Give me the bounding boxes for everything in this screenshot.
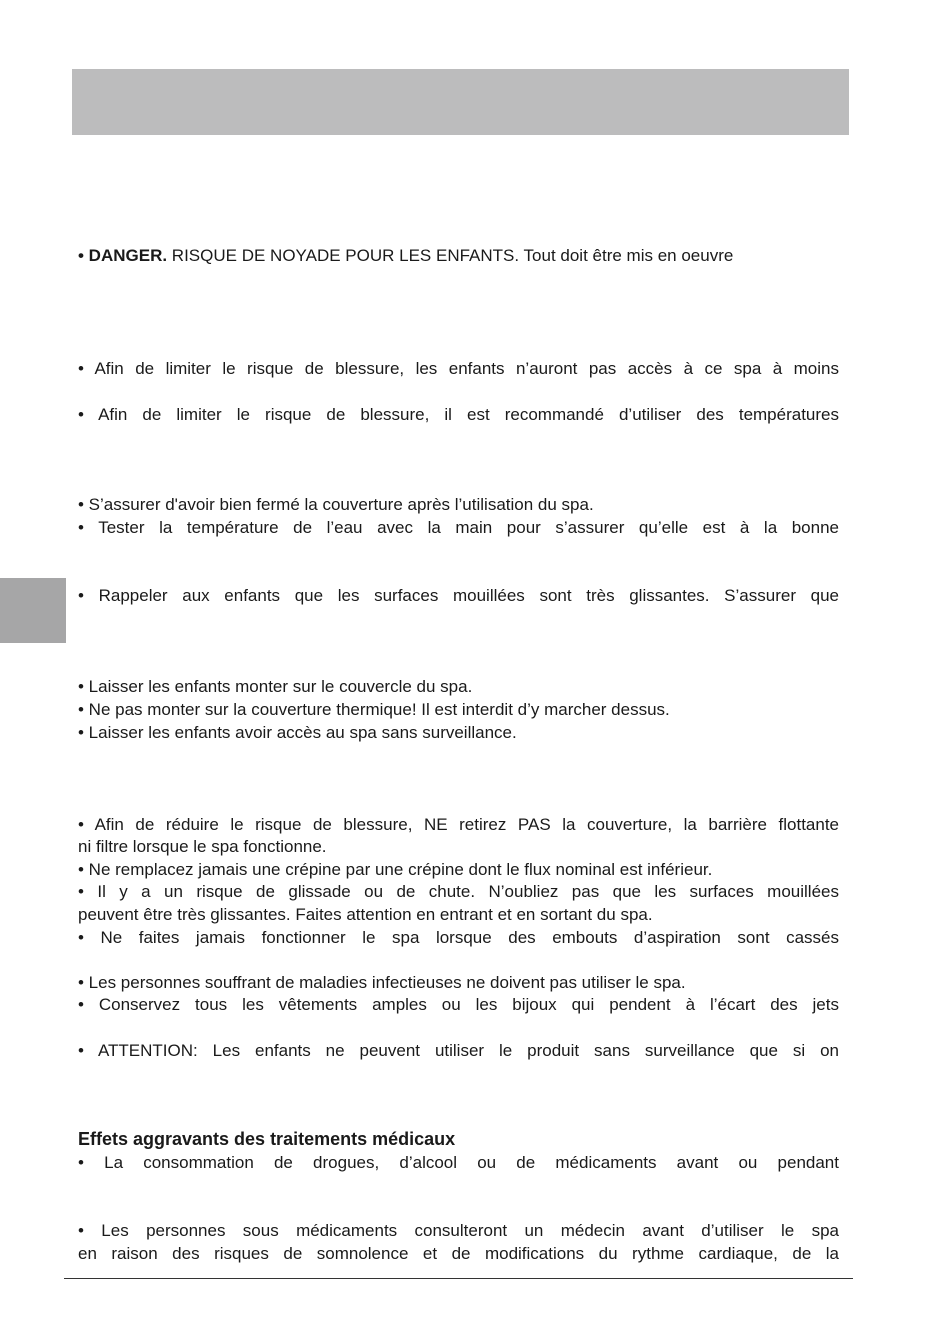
text-line: ni filtre lorsque le spa fonctionne. bbox=[78, 837, 327, 856]
text-line: • La consommation de drogues, d’alcool ou de médicaments avant ou pendant bbox=[78, 1153, 839, 1172]
text-line: • Ne pas monter sur la couverture thermique! Il est interdit d’y marcher dessus. bbox=[78, 700, 670, 719]
text-line: • Ne faites jamais fonctionner le spa lorsque des embouts d’aspiration sont cassés bbox=[78, 928, 839, 947]
text-line: • Afin de réduire le risque de blessure, NE retirez PAS la couverture, la barrière flottante bbox=[78, 815, 839, 834]
text-line: • Les personnes souffrant de maladies infectieuses ne doivent pas utiliser le spa. bbox=[78, 973, 686, 992]
text-line: • Rappeler aux enfants que les surfaces mouillées sont très glissantes. S’assurer que bbox=[78, 586, 839, 605]
text-line: • Il y a un risque de glissade ou de chute. N’oubliez pas que les surfaces mouillées bbox=[78, 882, 839, 901]
text-line: • Conservez tous les vêtements amples ou les bijoux qui pendent à l’écart des jets bbox=[78, 995, 839, 1014]
danger-text: RISQUE DE NOYADE POUR LES ENFANTS. Tout doit être mis en oeuvre bbox=[167, 246, 734, 265]
text-line: • Tester la température de l’eau avec la main pour s’assurer qu’elle est à la bonne bbox=[78, 518, 839, 537]
danger-label: • DANGER. bbox=[78, 246, 168, 265]
footer-rule bbox=[64, 1278, 853, 1279]
danger-line bbox=[78, 245, 839, 267]
side-tab-marker bbox=[0, 578, 66, 643]
text-line: • ATTENTION: Les enfants ne peuvent utiliser le produit sans surveillance que si on bbox=[78, 1041, 839, 1060]
text-line: • Laisser les enfants monter sur le couvercle du spa. bbox=[78, 677, 473, 696]
header-bar bbox=[72, 69, 849, 135]
text-line: • Les personnes sous médicaments consulteront un médecin avant d’utiliser le spa bbox=[78, 1221, 839, 1240]
text-line: • Ne remplacez jamais une crépine par une crépine dont le flux nominal est inférieur. bbox=[78, 860, 713, 879]
text-line: • Afin de limiter le risque de blessure, il est recommandé d’utiliser des températures bbox=[78, 405, 839, 424]
text-line: • Afin de limiter le risque de blessure, les enfants n’auront pas accès à ce spa à moins bbox=[78, 359, 839, 378]
text-line: • Laisser les enfants avoir accès au spa sans surveillance. bbox=[78, 723, 517, 742]
text-line: • S’assurer d'avoir bien fermé la couverture après l’utilisation du spa. bbox=[78, 495, 594, 514]
text-line: peuvent être très glissantes. Faites attention en entrant et en sortant du spa. bbox=[78, 905, 653, 924]
text-line: en raison des risques de somnolence et de modifications du rythme cardiaque, de la bbox=[78, 1244, 839, 1263]
section-heading: Effets aggravants des traitements médicaux bbox=[78, 1129, 456, 1149]
